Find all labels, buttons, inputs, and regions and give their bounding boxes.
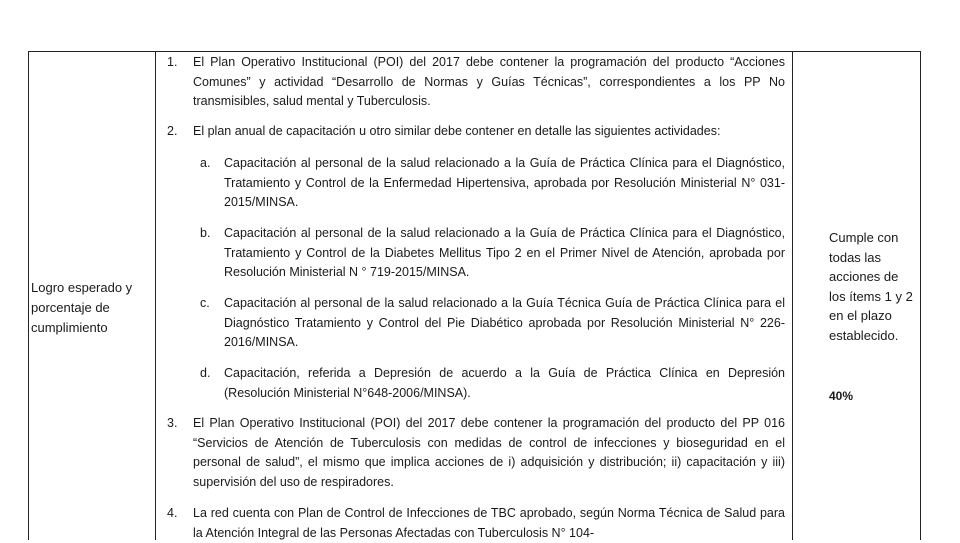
- sub-item-letter: a.: [200, 156, 211, 170]
- list-item-text: El Plan Operativo Institucional (POI) del 2017 debe contener la programación del producto “Acciones Comunes” y actividad “Desarrollo de Normas y Guías Técnicas”, correspondientes a los PP No transmisibles, salud mental y Tuberculosis.: [193, 55, 785, 108]
- column-divider-1: [155, 51, 156, 540]
- sub-item-text: Capacitación al personal de la salud relacionado a la Guía de Práctica Clínica para el Diagnóstico, Tratamiento y Control de la Enfermedad Hipertensiva, aprobada por Resolución Ministerial N° 031-2015/MINSA.: [224, 156, 785, 209]
- sub-item-a: [200, 154, 785, 213]
- sub-item-letter: d.: [200, 366, 211, 380]
- sub-item-letter: b.: [200, 226, 211, 240]
- sub-item-d: [200, 364, 785, 403]
- list-item-text: El Plan Operativo Institucional (POI) del 2017 debe contener la programación del producto del PP 016 “Servicios de Atención de Tuberculosis con medidas de control de infecciones y bioseguridad en el personal de salud”, el mismo que implica acciones de i) adquisición y distribución; ii) capacitación y iii) supervisión del uso de respiradores.: [193, 416, 785, 489]
- list-item-number: 1.: [167, 55, 178, 69]
- sub-item-text: Capacitación al personal de la salud relacionado a la Guía Técnica Guía de Práctica Clínica para el Diagnóstico Tratamiento y Control del Pie Diabético aprobada por Resolución Ministerial N° 226-2016/MINSA.: [224, 296, 785, 349]
- table-left-border: [28, 51, 29, 540]
- compliance-percentage: 40%: [829, 389, 854, 403]
- list-item-2: [167, 122, 785, 142]
- list-item-text: La red cuenta con Plan de Control de Infecciones de TBC aprobado, según Norma Técnica de Salud para la Atención Integral de las Personas Afectadas con Tuberculosis N° 104-: [193, 506, 785, 540]
- list-item-3: [167, 414, 785, 492]
- sub-item-b: [200, 224, 785, 283]
- column-divider-2: [792, 51, 793, 540]
- list-item-1: [167, 53, 785, 112]
- sub-item-c: [200, 294, 785, 353]
- left-column-label: Logro esperado y porcentaje de cumplimiento: [31, 280, 133, 335]
- compliance-note: Cumple con todas las acciones de los ítems 1 y 2 en el plazo establecido.: [829, 230, 913, 343]
- list-item-number: 4.: [167, 506, 178, 520]
- sub-item-text: Capacitación, referida a Depresión de acuerdo a la Guía de Práctica Clínica en Depresión (Resolución Ministerial N°648-2006/MINSA).: [224, 366, 785, 400]
- table-right-border: [920, 51, 921, 540]
- list-item-number: 3.: [167, 416, 178, 430]
- sub-item-letter: c.: [200, 296, 210, 310]
- sub-item-text: Capacitación al personal de la salud relacionado a la Guía de Práctica Clínica para el Diagnóstico, Tratamiento y Control de la Diabetes Mellitus Tipo 2 en el Primer Nivel de Atención, aprobada por Resolución Ministerial N ° 719-2015/MINSA.: [224, 226, 785, 279]
- list-item-number: 2.: [167, 124, 178, 138]
- list-item-text: El plan anual de capacitación u otro similar debe contener en detalle las siguientes actividades:: [193, 124, 721, 138]
- list-item-4: [167, 504, 785, 543]
- table-top-border: [28, 51, 921, 52]
